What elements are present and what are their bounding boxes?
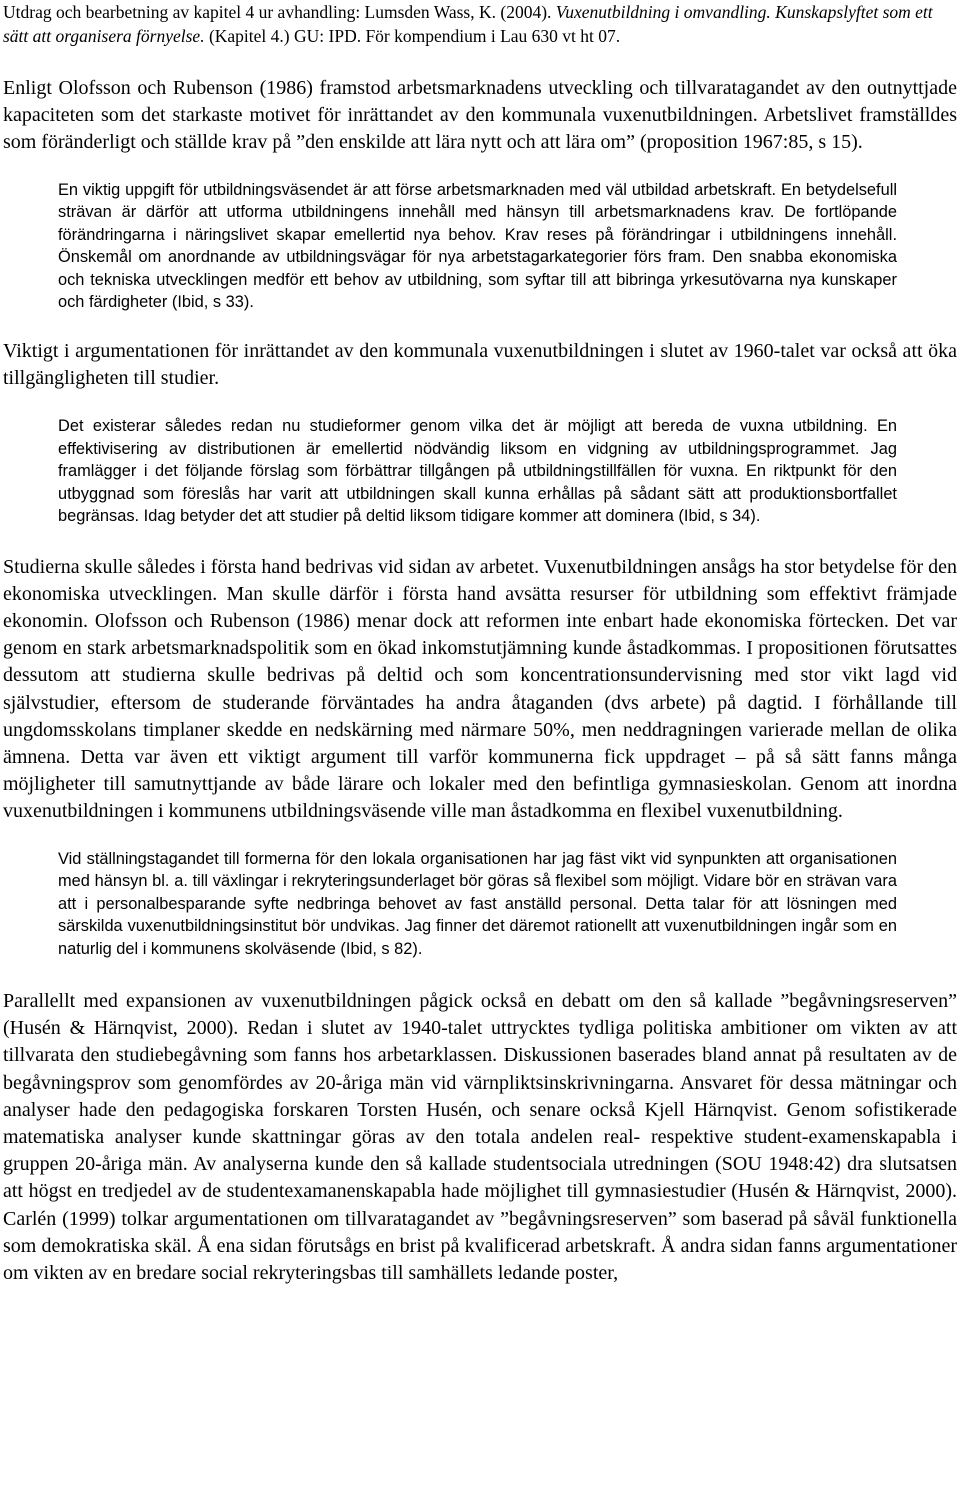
block-quote-2: Det existerar således redan nu studieformer genom vilka det är möjligt att bereda de vuxna utbildning. En effektivisering av distributionen är emellertid nödvändig liksom en vidgning av utbildningsprogrammet. Jag framlägger i det följande förslag som förbättrar tillgången på utbildningstillfällen för vuxna. En riktpunkt för den utbyggnad som föreslås har varit att utbildningen skall kunna erhållas på sådant sätt att produktionsbortfallet begränsas. Idag betyder det att studier på deltid liksom tidigare kommer att dominera (Ibid, s 34). — [58, 417, 897, 526]
block-quote-1: En viktig uppgift för utbildningsväsendet är att förse arbetsmarknaden med väl utbildad arbetskraft. En betydelsefull strävan är därför att utforma utbildningens innehåll med hänsyn till arbetsmarknadens krav. De fortlöpande förändringarna i näringslivet skapar emellertid nya behov. Krav reses på förändringar i utbildningens innehåll. Önskemål om anordnande av utbildningsvägar för nya arbetstagarkategorier förs fram. Den snabba ekonomiska och tekniska utvecklingen medför ett behov av utbildning, som syftar till att bibringa yrkesutövarna nya kunskaper och färdigheter (Ibid, s 33). — [58, 180, 897, 312]
document-header — [3, 0, 957, 48]
body-paragraph-1: Enligt Olofsson och Rubenson (1986) framstod arbetsmarknadens utveckling och tillvaratagandet av den outnyttjade kapaciteten som det starkaste motivet för inrättandet av den kommunala vuxenutbildningen. Arbetslivet framställdes som föränderligt och ställde krav på ”den enskilde att lära nytt och att lära om” (proposition 1967:85, s 15). — [3, 77, 957, 154]
header-course-note: (Kapitel 4.) GU: IPD. För kompendium i Lau 630 vt ht 07. — [204, 26, 621, 46]
header-citation: Utdrag och bearbetning av kapitel 4 ur avhandling: Lumsden Wass, K. (2004). — [3, 2, 556, 22]
block-quote-3: Vid ställningstagandet till formerna för den lokala organisationen har jag fäst vikt vid synpunkten att organisationen med hänsyn bl. a. till växlingar i rekryteringsunderlaget bör göras så flexibel som möjligt. Vidare bör en strävan vara att i personalbesparande syfte nedbringa behovet av fast anställd personal. Detta talar för att lösningen med särskilda vuxenutbildningsinstitut bör undvikas. Jag finner det däremot rationellt att vuxenutbildningen ingår som en naturlig del i kommunens skolväsende (Ibid, s 82). — [58, 849, 897, 958]
body-paragraph-3: Studierna skulle således i första hand bedrivas vid sidan av arbetet. Vuxenutbildningen ansågs ha stor betydelse för den ekonomiska utvecklingen. Man skulle därför i första hand avsätta resurser för utbildning som effektivt främjade ekonomin. Olofsson och Rubenson (1986) menar dock att reformen inte enbart hade ekonomiska förtecken. Det var genom en stark arbetsmarknadspolitik som en ökad inkomstutjämning kunde åstadkommas. I propositionen förutsattes dessutom att studierna skulle bedrivas på deltid och som koncentrationsundervisning med stor vikt lagd vid självstudier, eftersom de studerande förväntades ha andra åtaganden (dvs arbete) på dagtid. I förhållande till ungdomsskolans timplaner skedde en nedskärning med närmare 50%, men neddragningen varierade mellan de olika ämnena. Detta var även ett viktigt argument till varför kommunerna fick uppdraget – på så sätt fanns många möjligheter till samutnyttjande av både lärare och lokaler med den befintliga gymnasieskolan. Genom att inordna vuxenutbildningen i kommunens utbildningsväsende ville man åstadkomma en flexibel vuxenutbildning. — [3, 555, 957, 823]
header-book-title: Vuxenutbildning i omvandling. Kunskapslyftet som ett sätt att organisera förnyelse. — [3, 2, 933, 46]
body-paragraph-4: Parallellt med expansionen av vuxenutbildningen pågick också en debatt om den så kallade ”begåvningsreserven” (Husén & Härnqvist, 2000). Redan i slutet av 1940-talet uttrycktes tydliga politiska ambitioner om vikten av att tillvarata den studiebegåvning som fanns hos arbetarklassen. Diskussionen baserades bland annat på resultaten av de begåvningsprov som genomfördes av 20-åriga män vid värnpliktsinskrivningarna. Ansvaret för dessa mätningar och analyser hade den pedagogiska forskaren Torsten Husén, och senare också Kjell Härnqvist. Genom sofistikerade matematiska analyser kunde skattningar göras av den totala andelen real- respektive student-examenskapabla i gruppen 20-åriga män. Av analyserna kunde den så kallade studentsociala utredningen (SOU 1948:42) dra slutsatsen att högst en tredjedel av de studentexamanenskapabla hade möjlighet till gymnasiestudier (Husén & Härnqvist, 2000). Carlén (1999) tolkar argumentationen om tillvaratagandet av ”begåvningsreserven” som baserad på såväl funktionella som demokratiska skäl. Å ena sidan förutsågs en brist på kvalificerad arbetskraft. Å andra sidan fanns argumentationer om vikten av en bredare social rekryteringsbas till samhällets ledande poster, — [3, 990, 957, 1285]
body-paragraph-2: Viktigt i argumentationen för inrättandet av den kommunala vuxenutbildningen i slutet av 1960-talet var också att öka tillgängligheten till studier. — [3, 339, 957, 389]
